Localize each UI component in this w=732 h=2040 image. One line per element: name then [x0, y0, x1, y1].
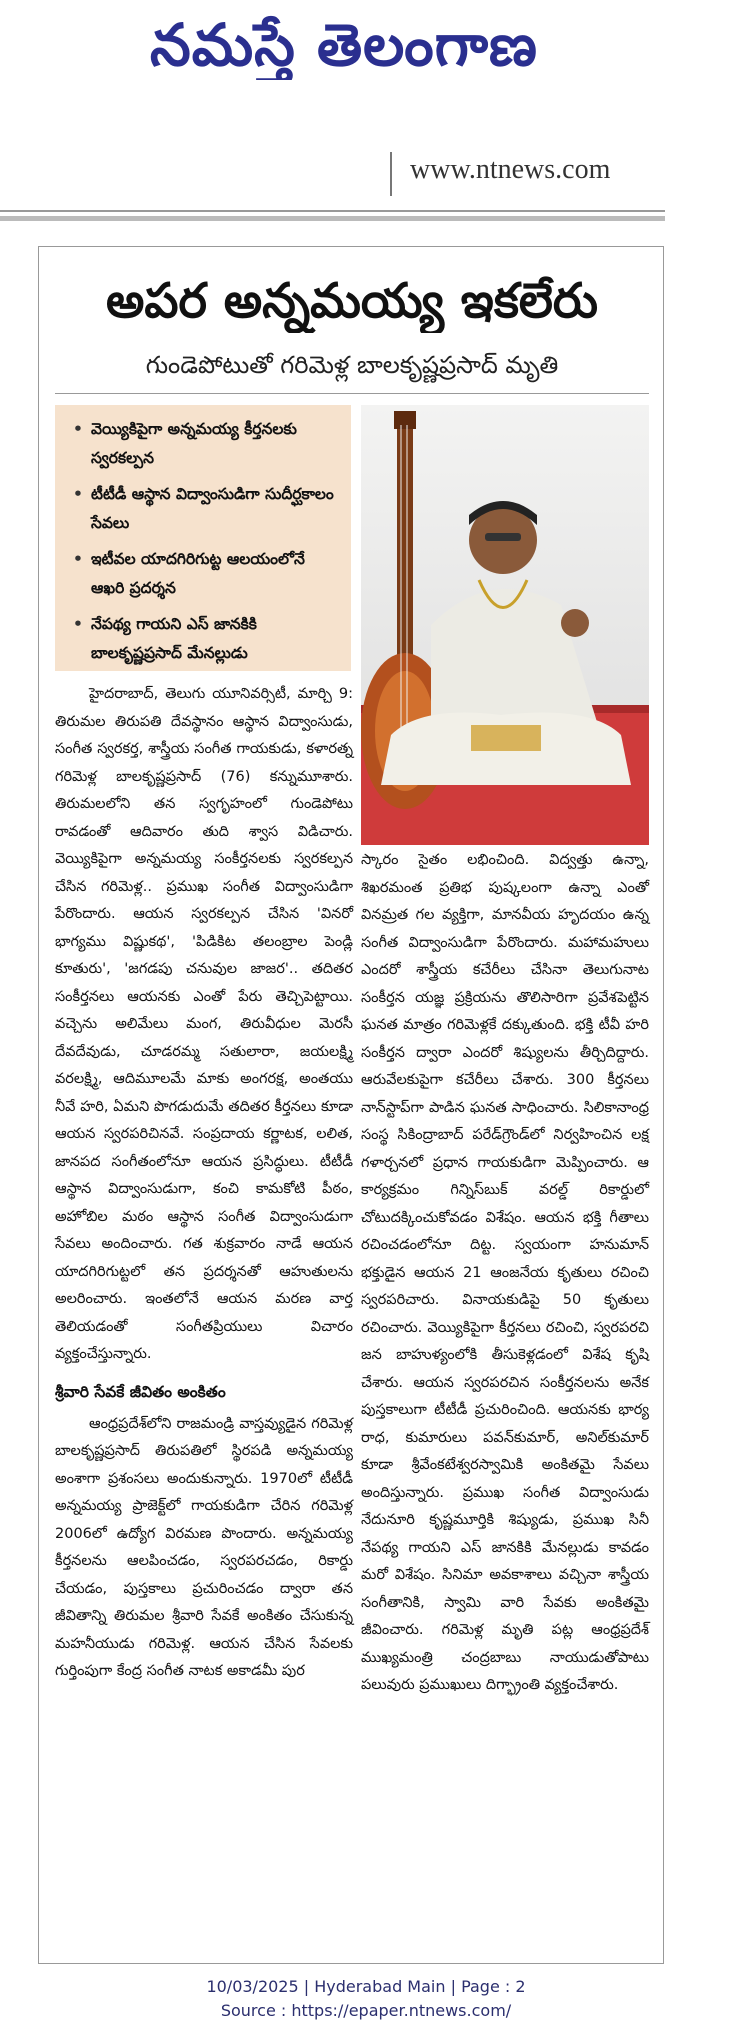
article-subheading: శ్రీవారి సేవకే జీవితం అంకితం	[55, 1382, 226, 1401]
source-link[interactable]: Source : https://epaper.ntnews.com/	[220, 2001, 512, 2020]
article-column-left	[55, 681, 353, 1686]
singer-with-tanpura-illustration	[361, 405, 649, 845]
highlights-box	[55, 405, 351, 671]
highlight-item: • వెయ్యికిపైగా అన్నమయ్య కీర్తనలకు స్వరకల్పన	[73, 415, 341, 473]
article-column-right	[361, 847, 649, 1700]
highlight-item: • నేపథ్య గాయని ఎస్ జానకికి బాలకృష్ణప్రసాద్ మేనల్లుడు	[73, 610, 341, 668]
article-subheadline: గుండెపోటుతో గరిమెళ్ల బాలకృష్ణప్రసాద్ మృతి	[145, 351, 559, 379]
article-paragraph: హైదరాబాద్, తెలుగు యూనివర్సిటీ, మార్చి 9: తిరుమల తిరుపతి దేవస్థానం ఆస్థాన విద్వాంసుడు, సంగీత స్వరకర్త, శాస్త్రీయ సంగీత గాయకుడు, కళారత్న గరిమెళ్ల బాలకృష్ణప్రసాద్ (76) కన్నుమూశారు. తిరుమలలోని తన స్వగృహంలో గుండెపోటు రావడంతో ఆదివారం తుది శ్వాస విడిచారు. వెయ్యికిపైగా అన్నమయ్య సంకీర్తనలకు స్వరకల్పన చేసిన గరిమెళ్ల.. ప్రముఖ సంగీత విద్వాంసుడిగా పేరొందారు. ఆయన స్వరకల్పన చేసిన 'వినరో భాగ్యము విష్ణుకథ', 'పిడికిట తలంబ్రాల పెండ్లి కూతురు', 'జగడపు చనువుల జాజర'.. తదితర సంకీర్తనలు ఆయనకు ఎంతో పేరు తెచ్చిపెట్టాయి. వచ్చెను అలిమేలు మంగ, తిరువీధుల మెరసీ దేవదేవుడు, చూడరమ్మ సతులారా, జయలక్ష్మి వరలక్ష్మి, ఆదిమూలమే మాకు అంగరక్ష, అంతయు నీవే హరి, ఏమని పొగడుదుమే తదితర కీర్తనలు కూడా ఆయన స్వరపరిచినవే. సంప్రదాయ కర్ణాటక, లలిత, జానపద సంగీతంలోనూ ఆయన ప్రసిద్ధులు. టీటీడీ ఆస్థాన విద్వాంసుడుగా, కంచి కామకోటి పీఠం, అహోబిల మఠం ఆస్థాన సంగీత విద్వాంసుడుగా సేవలు అందించారు. గత శుక్రవారం నాడే ఆయన యాదగిరిగుట్టలో తన ప్రదర్శనతో ఆహుతులను అలరించారు. ఇంతలోనే ఆయన మరణ వార్త తెలియడంతో సంగీతప్రియులు విచారం వ్యక్తంచేస్తున్నారు.	[55, 686, 353, 1362]
highlight-item: • టీటీడీ ఆస్థాన విద్వాంసుడిగా సుదీర్ఘకాలం సేవలు	[73, 480, 341, 538]
masthead-separator	[390, 152, 392, 196]
article-headline: అపర అన్నమయ్య ఇకలేరు	[106, 273, 598, 329]
edition-info: 10/03/2025 | Hyderabad Main | Page : 2	[206, 1977, 526, 1996]
article-paragraph: ఆంధ్రప్రదేశ్‌లోని రాజమండ్రి వాస్తవ్యుడైన గరిమెళ్ల బాలకృష్ణప్రసాద్ తిరుపతిలో స్థిరపడి అన్నమయ్య అంశాగా ప్రశంసలు అందుకున్నారు. 1970లో టీటీడీ అన్నమయ్య ప్రాజెక్ట్‌లో గాయకుడిగా చేరిన గరిమెళ్ల 2006లో ఉద్యోగ విరమణ పొందారు. అన్నమయ్య కీర్తనలను ఆలపించడం, స్వరపరచడం, రికార్డు చేయడం, పుస్తకాలు ప్రచురించడం ద్వారా తన జీవితాన్ని తిరుమల శ్రీవారి సేవకే అంకితం చేసుకున్న మహనీయుడు గరిమెళ్ల. ఆయన చేసిన సేవలకు గుర్తింపుగా కేంద్ర సంగీత నాటక అకాడమీ పుర	[55, 1415, 353, 1679]
article-paragraph: స్కారం సైతం లభించింది. విద్వత్తు ఉన్నా, శిఖరమంత ప్రతిభ పుష్కలంగా ఉన్నా ఎంతో వినమ్రత గల వ్యక్తిగా, మానవీయ హృదయం ఉన్న సంగీత విద్వాంసుడిగా పేరొందారు. మహామహులు ఎందరో శాస్త్రీయ కచేరీలు చేసినా తెలుగునాట సంకీర్తన యజ్ఞ ప్రక్రియను తొలిసారిగా ప్రవేశపెట్టిన ఘనత మాత్రం గరిమెళ్లకే దక్కుతుంది. భక్తి టీవీ హరి సంకీర్తన ద్వారా ఎందరో శిష్యులను తీర్చిదిద్దారు. ఆరువేలకుపైగా కచేరీలు చేశారు. 300 కీర్తనలు నాన్‌స్టాప్‌గా పాడిన ఘనత సాధించారు. సిలికానాంధ్ర సంస్థ సికింద్రాబాద్ పరేడ్‌గ్రౌండ్‌లో నిర్వహించిన లక్ష గళార్చనలో ప్రధాన గాయకుడిగా మెప్పించారు. ఆ కార్యక్రమం గిన్నిస్‌బుక్ వరల్డ్‌ రికార్డులో చోటుదక్కించుకోవడం విశేషం. ఆయన భక్తి గీతాలు రచించడంలోనూ దిట్ట. స్వయంగా హనుమాన్ భక్తుడైన ఆయన 21 ఆంజనేయ కృతులు రచించి స్వరపరిచారు. వినాయకుడిపై 50 కృతులు రచించారు. వెయ్యికిపైగా కీర్తనలు రచించి, స్వరపరచి జన బాహుళ్యంలోకి తీసుకెళ్లడంలో విశేష కృషి చేశారు. ఆయన స్వరపరచిన సంకీర్తనలను అనేక పుస్తకాలుగా టీటీడీ ప్రచురించింది. ఆయనకు భార్య రాధ, కుమారులు పవన్‌కుమార్, అనిల్‌కుమార్ కూడా శ్రీవేంకటేశ్వరస్వామికి అంకితమై సేవలు అందిస్తున్నారు. ప్రముఖ సంగీత విద్వాంసుడు నేదునూరి కృష్ణమూర్తికి శిష్యుడు, ప్రముఖ సినీ నేపథ్య గాయని ఎస్ జానకికి మేనల్లుడు కావడం మరో విశేషం. సినిమా అవకాశాలు వచ్చినా శాస్త్రీయ సంగీతానికి, స్వామి వారి సేవకు అంకితమై జీవించారు. గరిమెళ్ల మృతి పట్ల ఆంధ్రప్రదేశ్ ముఖ్యమంత్రి చంద్రబాబు నాయుడుతోపాటు పలువురు ప్రముఖులు దిగ్భ్రాంతి వ్యక్తంచేశారు.	[361, 852, 649, 1693]
newspaper-masthead: నమస్తే తెలంగాణ	[150, 11, 538, 79]
header-rule-thick	[0, 216, 665, 221]
article-box	[38, 246, 664, 1964]
subhead-divider	[55, 393, 649, 394]
highlight-item: • ఇటీవల యాదగిరిగుట్ట ఆలయంలోనే ఆఖరి ప్రదర్శన	[73, 545, 341, 603]
website-url[interactable]: www.ntnews.com	[410, 154, 611, 185]
header-rule-thin	[0, 210, 665, 212]
singer-photo	[361, 405, 649, 845]
